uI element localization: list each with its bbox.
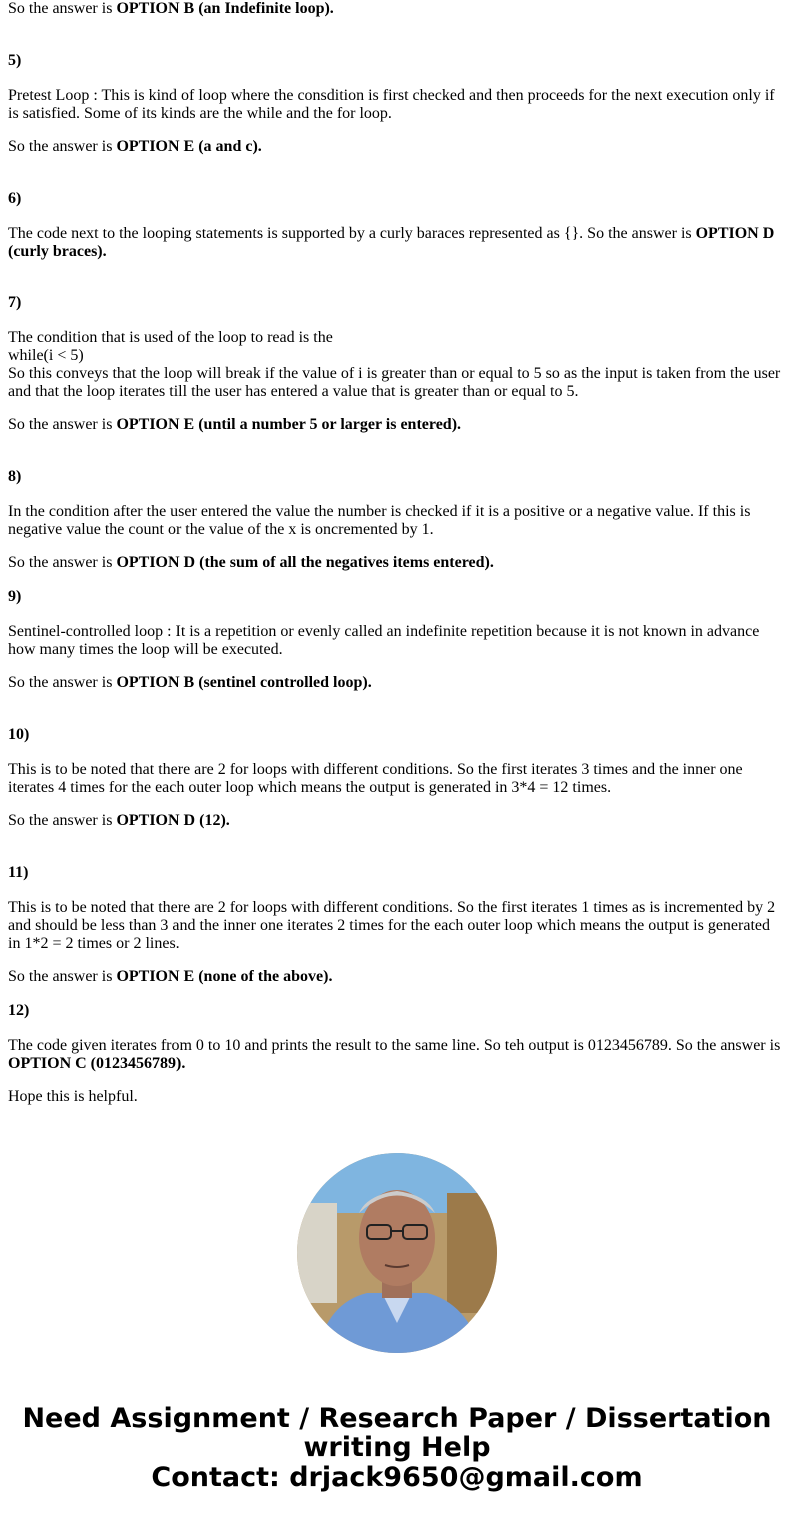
paragraph-text: This is to be noted that there are 2 for loops with different conditions. So the first iterates 1 times as is incremented by 2 and should be less than 3 and the inner one iterates 2 times for the each outer loop which means the output is generated in 1*2 = 2 times or 2 lines.: [8, 899, 776, 952]
bold-answer: OPTION E (a and c).: [116, 138, 262, 155]
bold-answer: OPTION D (12).: [116, 812, 230, 829]
footer-promo-line-1: Need Assignment / Research Paper / Dissertation: [22, 1403, 772, 1434]
paragraph: [8, 1088, 786, 1106]
paragraph-text: The code next to the looping statements is supported by a curly baraces represented as {}. So the answer is: [8, 225, 696, 242]
paragraph-text: Sentinel-controlled loop : It is a repetition or evenly called an indefinite repetition because it is not known in advance how many times the loop will be executed.: [8, 623, 760, 658]
paragraph-text: In the condition after the user entered the value the number is checked if it is a positive or a negative value. If this is negative value the count or the value of the x is oncremented by 1.: [8, 503, 751, 538]
bold-answer: OPTION C (0123456789).: [8, 1055, 186, 1072]
paragraph: [8, 899, 786, 953]
paragraph: [8, 812, 786, 830]
paragraph-line: The condition that is used of the loop to read is the: [8, 329, 333, 346]
bold-answer: OPTION D (the sum of all the negatives items entered).: [116, 554, 494, 571]
bold-answer: 10): [8, 726, 30, 743]
paragraph: [8, 87, 786, 123]
bold-answer: OPTION B (sentinel controlled loop).: [116, 674, 372, 691]
paragraph-text: Hope this is helpful.: [8, 1088, 138, 1105]
paragraph: [8, 623, 786, 659]
bold-answer: 7): [8, 294, 22, 311]
paragraph: [8, 416, 786, 434]
paragraph: [8, 761, 786, 797]
paragraph: [8, 554, 786, 572]
paragraph: [8, 0, 786, 18]
question-number: [8, 294, 786, 312]
bold-answer: 6): [8, 190, 22, 207]
paragraph: [8, 1037, 786, 1073]
paragraph: [8, 503, 786, 539]
paragraph-text: So the answer is: [8, 0, 117, 17]
paragraph: [8, 138, 786, 156]
question-number: [8, 726, 786, 744]
question-number: [8, 468, 786, 486]
question-number: [8, 588, 786, 606]
question-number: [8, 190, 786, 208]
bold-answer: 8): [8, 468, 22, 485]
author-photo: [297, 1153, 497, 1353]
bold-answer: 9): [8, 588, 22, 605]
paragraph-line: while(i < 5): [8, 347, 84, 364]
paragraph-text: This is to be noted that there are 2 for loops with different conditions. So the first iterates 3 times and the inner one iterates 4 times for the each outer loop which means the output is generated in 3*4 = 12 times.: [8, 761, 743, 796]
bold-answer: OPTION B (an Indefinite loop).: [116, 0, 334, 17]
footer-promo-line-2: writing Help: [303, 1432, 491, 1463]
paragraph-text: So the answer is: [8, 968, 117, 985]
paragraph-text: The code given iterates from 0 to 10 and prints the result to the same line. So teh output is 0123456789. So the answer is: [8, 1037, 781, 1054]
question-number: [8, 1002, 786, 1020]
bold-answer: OPTION E (none of the above).: [116, 968, 333, 985]
paragraph-text: So the answer is: [8, 416, 117, 433]
paragraph: [8, 329, 786, 401]
paragraph: [8, 968, 786, 986]
paragraph-text: So the answer is: [8, 554, 117, 571]
question-number: [8, 864, 786, 882]
footer-contact: Contact: drjack9650@gmail.com: [151, 1462, 643, 1493]
paragraph-line: So this conveys that the loop will break if the value of i is greater than or equal to 5 so as the input is taken from the user and that the loop iterates till the user has entered a value that is greater than or equal to 5.: [8, 365, 781, 400]
paragraph: [8, 225, 786, 261]
paragraph: [8, 674, 786, 692]
paragraph-text: So the answer is: [8, 812, 117, 829]
bold-answer: OPTION E (until a number 5 or larger is entered).: [116, 416, 462, 433]
bold-answer: 11): [8, 864, 29, 881]
question-number: [8, 52, 786, 70]
bold-answer: OPTION D (curly braces).: [8, 225, 775, 260]
paragraph-text: So the answer is: [8, 138, 117, 155]
bold-answer: 5): [8, 52, 22, 69]
paragraph-text: Pretest Loop : This is kind of loop where the consdition is first checked and then proceeds for the next execution only if is satisfied. Some of its kinds are the while and the for loop.: [8, 87, 775, 122]
bold-answer: 12): [8, 1002, 30, 1019]
paragraph-text: So the answer is: [8, 674, 117, 691]
